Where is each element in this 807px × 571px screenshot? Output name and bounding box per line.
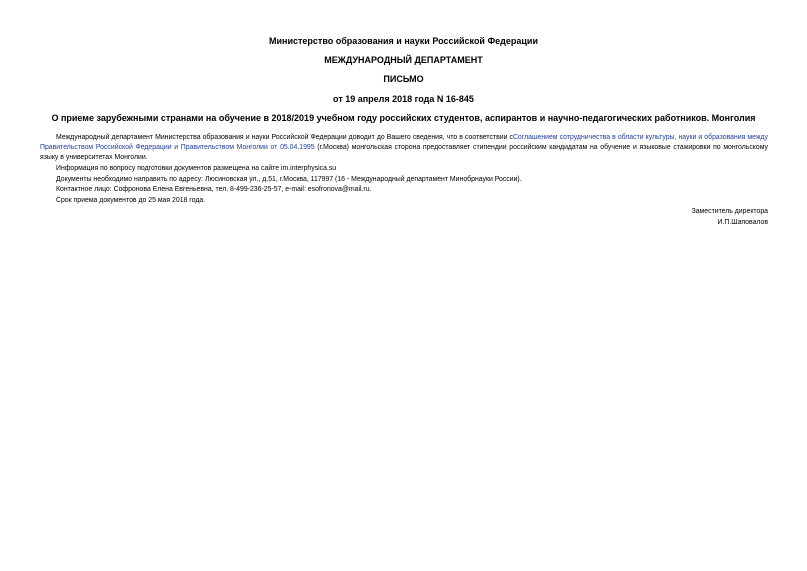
signature-name: И.П.Шаповалов — [717, 219, 768, 226]
paragraph-1-intro: Международный департамент Министерства образования и науки Российской Федерации доводит до Вашего сведения, что в соответствии с — [56, 134, 513, 141]
body-paragraph-2: Информация по вопросу подготовки документов размещена на сайте im.interphysica.su — [56, 165, 337, 172]
ministry-title: Министерство образования и науки Российской Федерации — [269, 36, 538, 46]
department-title: МЕЖДУНАРОДНЫЙ ДЕПАРТАМЕНТ — [324, 55, 483, 65]
paragraph-1-rest: (г.Москва) монгольская сторона предоставляет стипендии российским кандидатам на обучение и языковые стажировки по монгольскому языку в университетах Монголии. — [40, 144, 768, 161]
document-subject: О приеме зарубежными странами на обучение в 2018/2019 учебном году российских студентов, аспирантов и научно-педагогических работников. Монголия — [51, 113, 756, 123]
body-paragraph-5: Срок приема документов до 25 мая 2018 года. — [56, 197, 206, 204]
body-paragraph-4: Контактное лицо: Софронова Елена Евгеньевна, тел. 8-499-236-25-57, e-mail: esofronova@mail.ru. — [56, 186, 372, 193]
body-paragraph-1 — [40, 133, 768, 163]
agreement-link[interactable]: Соглашением сотрудничества в области культуры, науки и образования между Правительством Российской Федерации и Правительством Монголии от 05.04.1995 — [40, 134, 768, 151]
body-paragraph-3: Документы необходимо направить по адресу: Люсиновская ул., д.51, г.Москва, 117997 (16 - Международный департамент Минобрнауки России). — [56, 176, 522, 183]
document-type: ПИСЬМО — [383, 74, 424, 84]
signature-position: Заместитель директора — [691, 208, 768, 215]
document-date-number: от 19 апреля 2018 года N 16-845 — [333, 94, 474, 104]
